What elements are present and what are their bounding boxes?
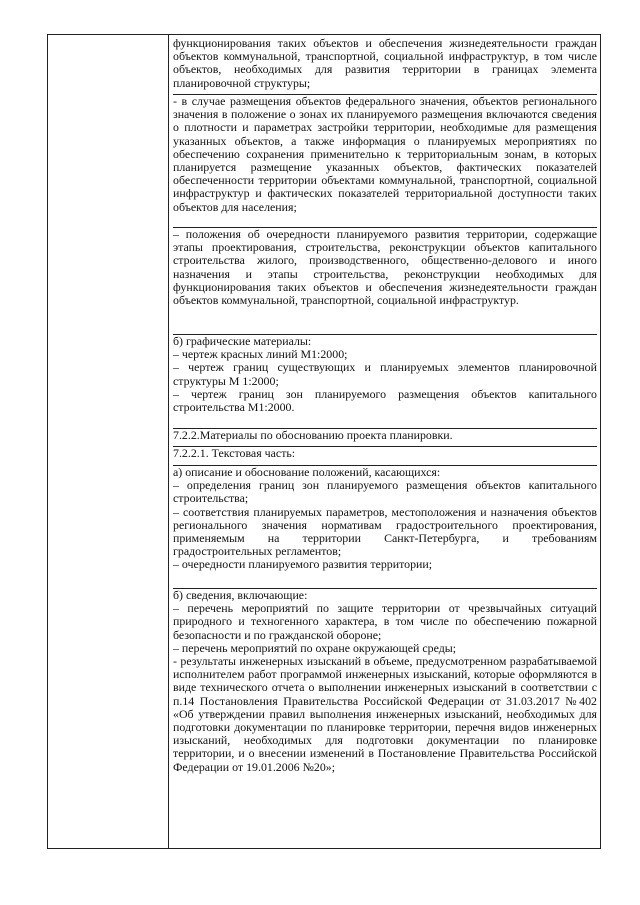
paragraph: – соответствия планируемых параметров, местоположения и назначения объектов регионального значения нормативам градостроительного проектирования, применяемым на территории Санкт-Петербурга, и требованиям градостроительных регламентов; — [173, 504, 597, 559]
paragraph: – чертеж границ зон планируемого размещения объектов капитального строительства М1:2000. — [173, 386, 597, 415]
content-column — [173, 37, 597, 848]
table-cell — [173, 335, 597, 429]
paragraph: 7.2.2.1. Текстовая часть: — [173, 446, 296, 460]
document-table — [47, 34, 601, 849]
paragraph: – перечень мероприятий по защите территории от чрезвычайных ситуаций природного и техногенного характера, в том числе по обеспечению пожарной безопасности и по гражданской обороне; — [173, 601, 597, 642]
table-cell — [173, 447, 597, 466]
table-cell — [173, 466, 597, 589]
paragraph: – чертеж границ существующих и планируемых элементов планировочной структуры М 1:2000; — [173, 360, 597, 388]
paragraph: а) описание и обоснование положений, касающихся: — [173, 465, 441, 479]
table-cell — [173, 228, 597, 335]
column-divider — [168, 35, 169, 848]
paragraph: - в случае размещения объектов федерального значения, объектов регионального значения в положение о зонах их планируемого размещения включаются сведения о плотности и параметрах застройки территории, необходимые для размещения указанных объектов, а также информация о планируемых мероприятиях по обеспечению сохранения применительно к территориальным зонам, в которых планируется размещение указанных объектов, фактических показателей обеспеченности территории объектами коммунальной, транспортной, социальной инфраструктур и фактических показателей территориальной доступности таких объектов для населения; — [173, 94, 597, 214]
paragraph: функционирования таких объектов и обеспечения жизнедеятельности граждан объектов коммунальной, транспортной, социальной инфраструктур, в том числе объектов, необходимых для развития территории в границах элемента планировочной структуры; — [173, 36, 597, 90]
paragraph: - результаты инженерных изысканий в объеме, предусмотренном разрабатываемой исполнителем работ программой инженерных изысканий, которые оформляются в виде технического отчета о выполнении инженерных изысканий в соответствии с п.14 Постановления Правительства Российской Федерации от 31.03.2017 №402 «Об утверждении правил выполнения инженерных изысканий, необходимых для подготовки документации по планировке территории, перечня видов инженерных изысканий, необходимых для подготовки документации по планировке территории, и о внесении изменений в Постановление Правительства Российской Федерации от 19.01.2006 №20»; — [173, 654, 597, 774]
paragraph: – чертеж красных линий М1:2000; — [173, 347, 348, 362]
table-cell — [173, 589, 597, 840]
table-cell — [173, 37, 597, 95]
paragraph: б) графические материалы: — [173, 334, 312, 348]
paragraph: 7.2.2.Материалы по обоснованию проекта планировки. — [173, 428, 453, 442]
paragraph: – очередности планируемого развития территории; — [173, 557, 433, 572]
paragraph: б) сведения, включающие: — [173, 588, 308, 602]
table-cell — [173, 429, 597, 447]
table-cell — [173, 95, 597, 228]
paragraph: – определения границ зон планируемого размещения объектов капитального строительства; — [173, 478, 597, 506]
paragraph: – перечень мероприятий по охране окружающей среды; — [173, 640, 457, 655]
paragraph: – положения об очередности планируемого развития территории, содержащие этапы проектирования, строительства, реконструкции объектов капитального строительства жилого, производственного, общественно-делового и иного назначения и этапы строительства, реконструкции необходимых для функционирования таких объектов и обеспечения жизнедеятельности граждан объектов коммунальной, транспортной, социальной инфраструктур. — [173, 227, 597, 308]
